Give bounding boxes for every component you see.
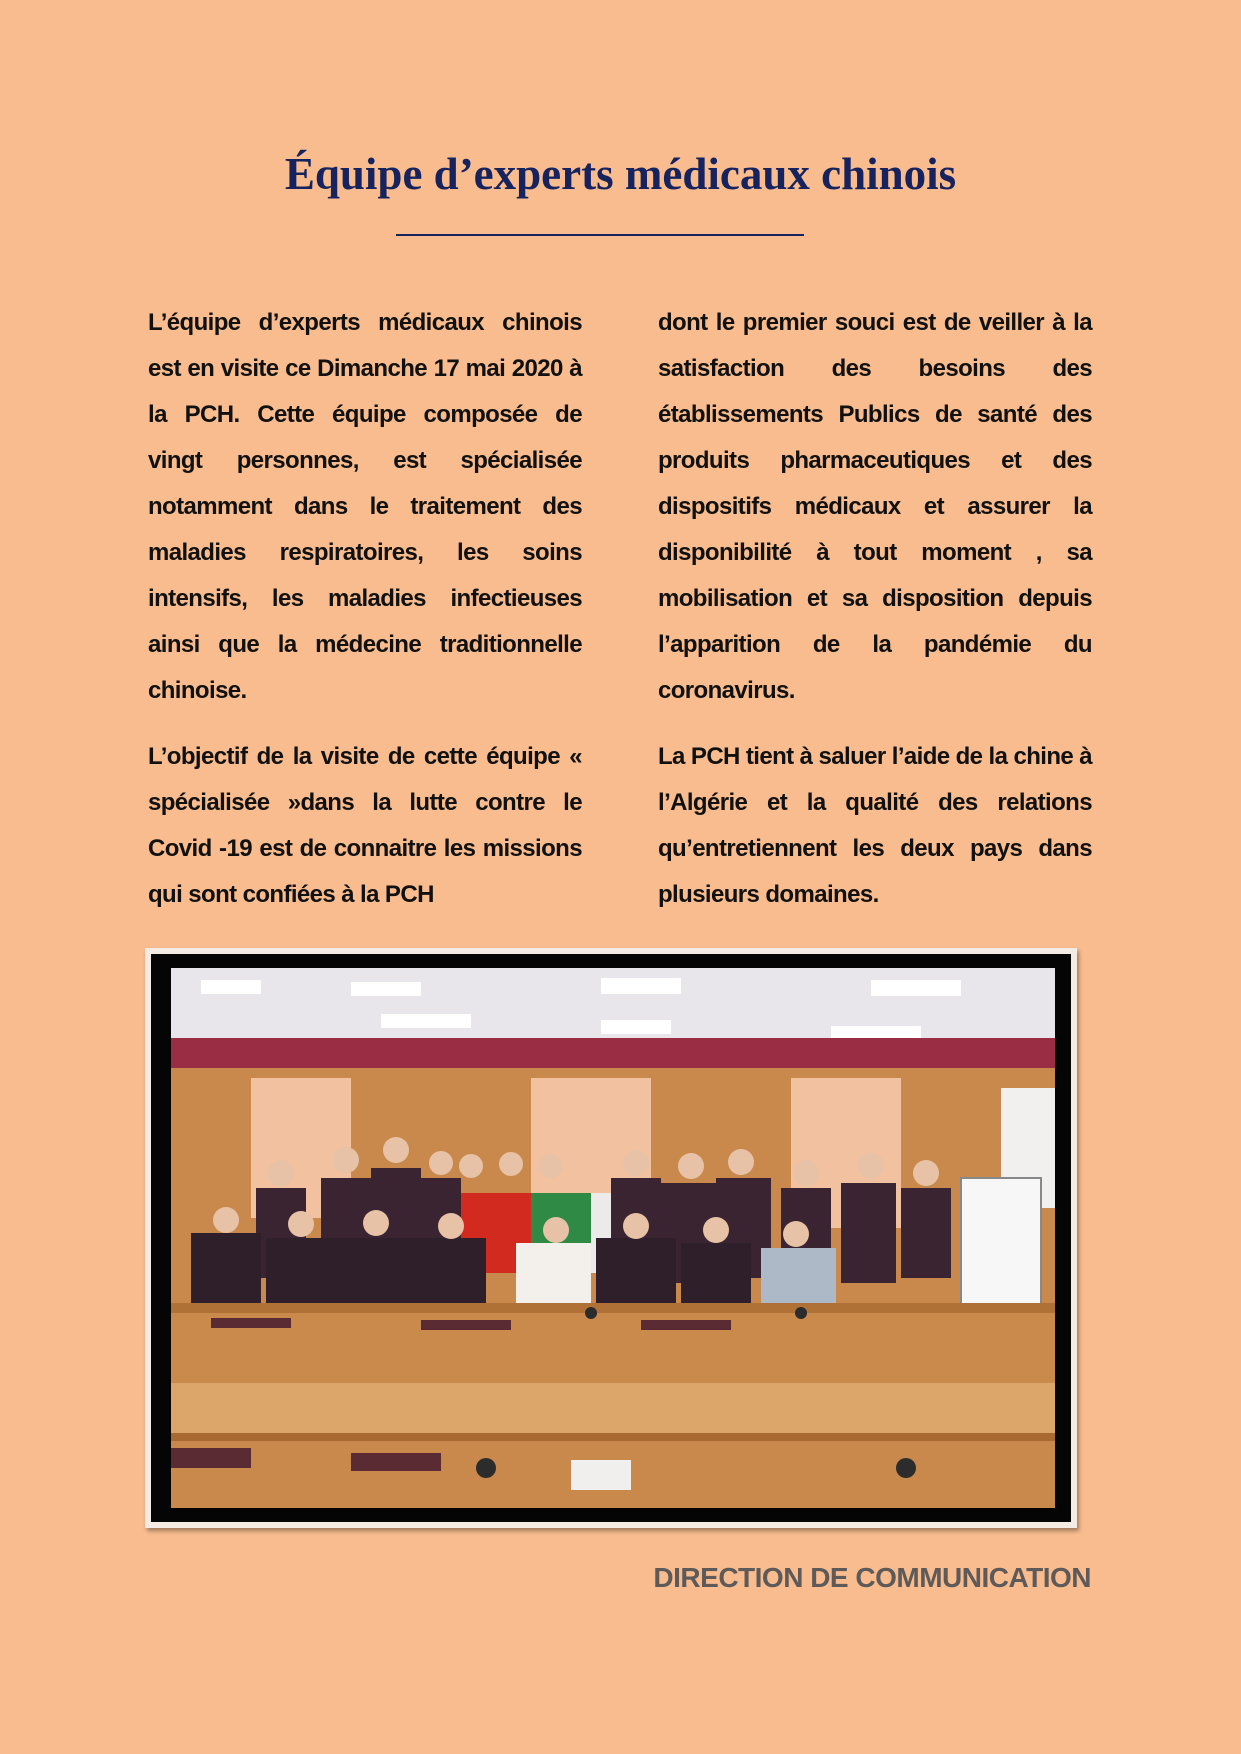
- paragraph: L’objectif de la visite de cette équipe « spécialisée »dans la lutte contre le Covid -19 est de connaitre les missions qui sont confiées à la PCH: [148, 743, 582, 908]
- group-photo: [171, 968, 1055, 1508]
- photo-frame: [145, 948, 1077, 1528]
- paragraph: La PCH tient à saluer l’aide de la chine à l’Algérie et la qualité des relations qu’entretiennent les deux pays dans plusieurs domaines.: [658, 743, 1092, 908]
- article-column-right: [658, 300, 1092, 938]
- footer-signature: DIRECTION DE COMMUNICATION: [653, 1562, 1091, 1593]
- title-underline: [396, 234, 804, 236]
- group-photo-illustration: [171, 968, 1055, 1508]
- paragraph: L’équipe d’experts médicaux chinois est en visite ce Dimanche 17 mai 2020 à la PCH. Cette équipe composée de vingt personnes, est spécialisée notamment dans le traitement des maladies respiratoires, les soins intensifs, les maladies infectieuses ainsi que la médecine traditionnelle chinoise.: [148, 309, 582, 704]
- page-title: Équipe d’experts médicaux chinois: [284, 149, 957, 199]
- photo-border: [151, 954, 1071, 1522]
- article-column-left: [148, 300, 582, 938]
- paragraph: dont le premier souci est de veiller à la satisfaction des besoins des établissements Publics de santé des produits pharmaceutiques et des dispositifs médicaux et assurer la disponibilité à tout moment , sa mobilisation et sa disposition depuis l’apparition de la pandémie du coronavirus.: [658, 309, 1092, 704]
